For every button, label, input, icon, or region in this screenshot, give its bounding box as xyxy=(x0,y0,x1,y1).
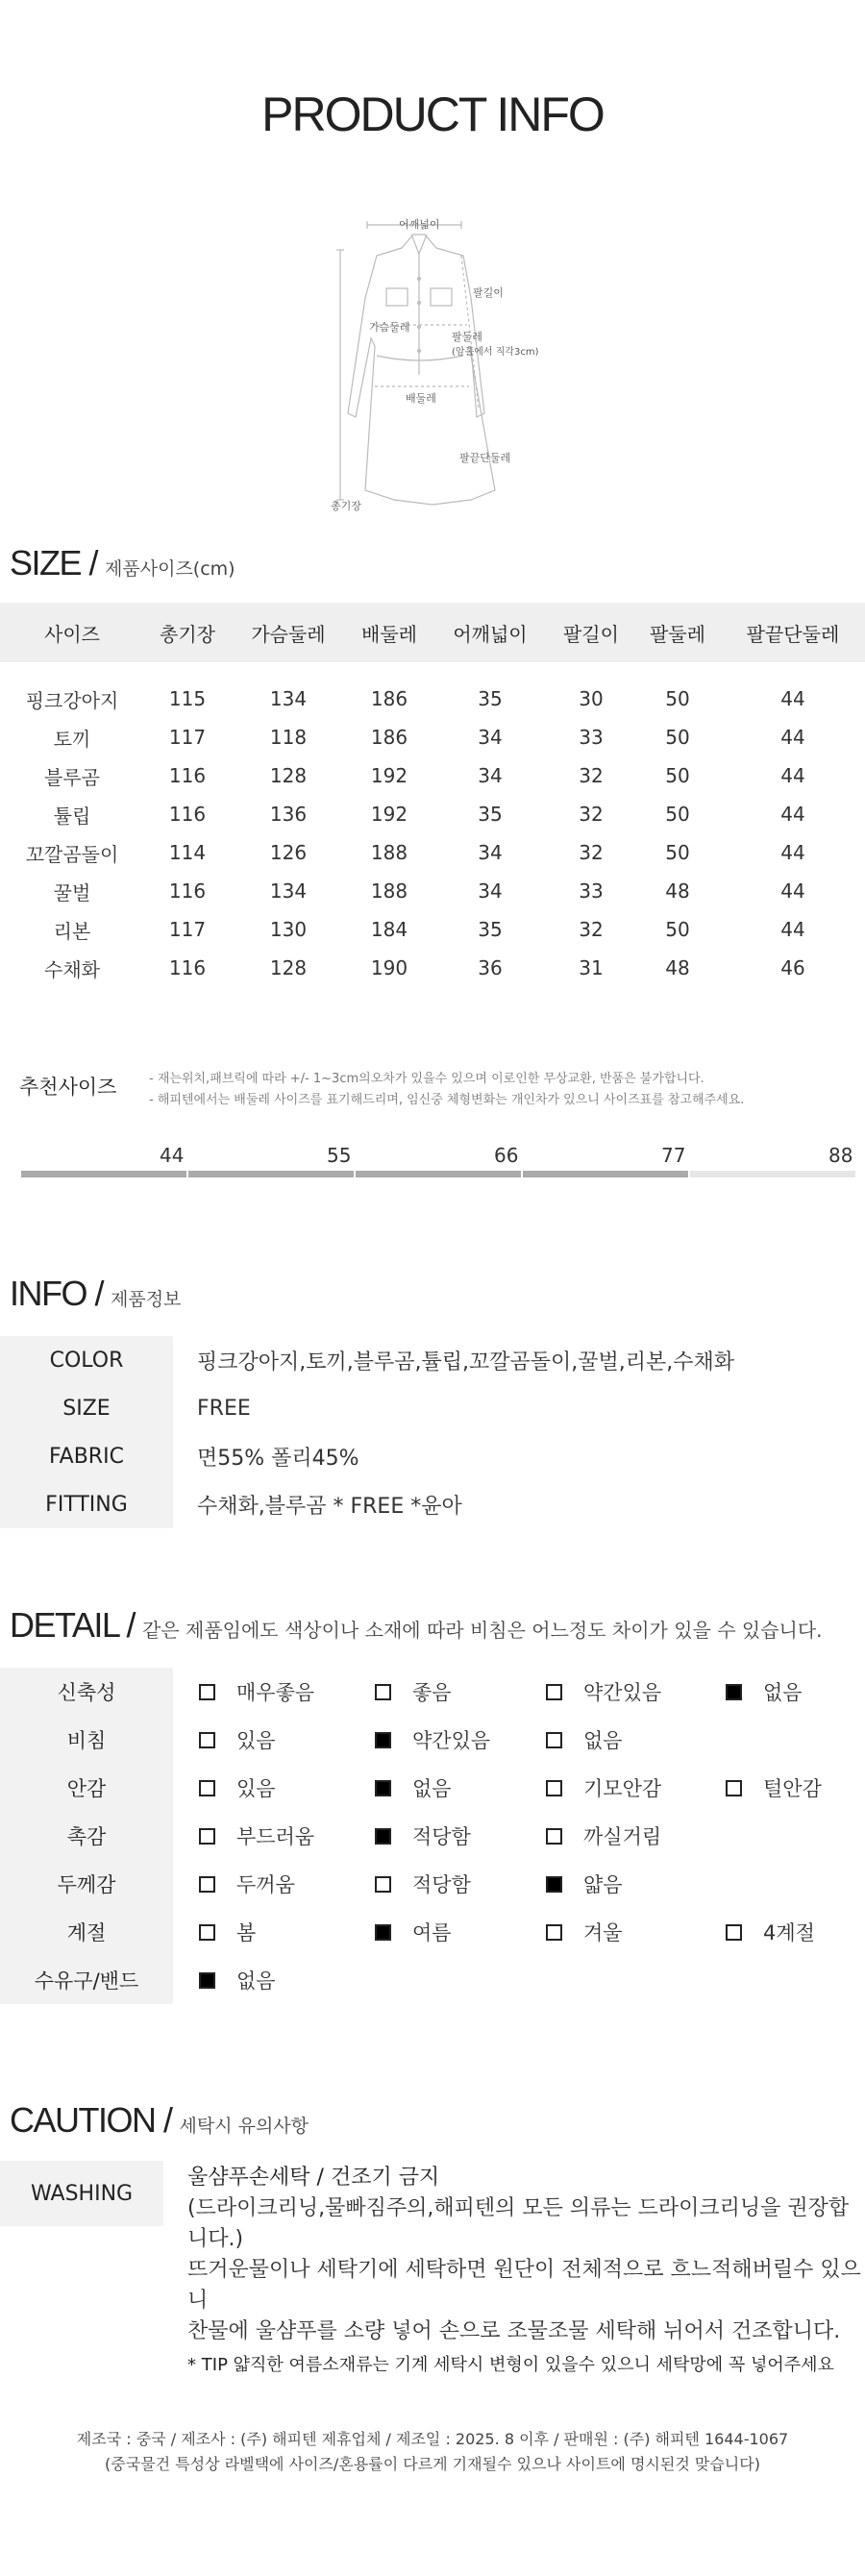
size-name-cell: 리본 xyxy=(53,919,91,943)
detail-option xyxy=(199,1677,314,1706)
detail-option-label: 까실거림 xyxy=(583,1825,662,1848)
chest-label: 가슴둘레 xyxy=(369,321,410,334)
cuff-label: 팔끝단둘레 xyxy=(459,452,511,464)
detail-option xyxy=(726,1918,815,1946)
sleeve-length-label: 팔길이 xyxy=(473,286,504,299)
detail-key: 신축성 xyxy=(0,1668,173,1716)
checked-box-icon xyxy=(199,1972,215,1989)
detail-option-label: 있음 xyxy=(236,1777,276,1800)
detail-option-label: 없음 xyxy=(583,1729,623,1752)
detail-option xyxy=(375,1773,452,1802)
size-value-cell: 44 xyxy=(780,918,805,941)
detail-option-label: 여름 xyxy=(412,1921,452,1944)
size-scale-segment xyxy=(690,1171,855,1177)
size-value-cell: 115 xyxy=(168,687,207,710)
size-value-cell: 36 xyxy=(478,956,503,979)
detail-option xyxy=(199,1773,276,1802)
empty-box-icon xyxy=(199,1876,215,1893)
detail-option xyxy=(546,1918,623,1946)
info-table xyxy=(0,1336,865,1528)
size-name-cell: 블루곰 xyxy=(44,765,100,789)
size-value-cell: 126 xyxy=(269,841,308,864)
detail-section-title: DETAIL / xyxy=(10,1605,136,1645)
size-value-cell: 48 xyxy=(665,879,690,903)
size-value-cell: 117 xyxy=(168,726,207,749)
size-table-header: 어깨넓이 xyxy=(432,603,548,662)
detail-row xyxy=(0,1812,865,1860)
detail-row xyxy=(0,1908,865,1956)
detail-option xyxy=(199,1725,276,1754)
size-scale-segment xyxy=(523,1171,688,1177)
size-value-cell: 30 xyxy=(579,687,604,710)
size-value-cell: 44 xyxy=(780,726,805,749)
info-key: SIZE xyxy=(0,1384,173,1432)
size-value-cell: 192 xyxy=(370,803,408,826)
checked-box-icon xyxy=(375,1780,391,1796)
size-value-cell: 186 xyxy=(370,687,408,710)
size-value-cell: 35 xyxy=(478,803,503,826)
size-section-subtitle: 제품사이즈(cm) xyxy=(105,558,235,580)
size-scale-label: 55 xyxy=(327,1144,352,1167)
detail-option xyxy=(546,1870,623,1898)
recommend-size-label: 추천사이즈 xyxy=(19,1076,117,1099)
size-value-cell: 34 xyxy=(478,726,503,749)
info-value: FREE xyxy=(197,1396,251,1421)
size-value-cell: 192 xyxy=(370,764,408,787)
detail-option-label: 털안감 xyxy=(763,1777,822,1800)
empty-box-icon xyxy=(199,1732,215,1748)
detail-option-label: 없음 xyxy=(412,1777,452,1800)
info-section-header xyxy=(10,1274,181,1314)
empty-box-icon xyxy=(546,1732,562,1748)
size-value-cell: 35 xyxy=(478,918,503,941)
detail-option-label: 없음 xyxy=(763,1681,803,1704)
detail-option xyxy=(375,1870,471,1898)
detail-key: 비침 xyxy=(0,1716,173,1764)
size-value-cell: 34 xyxy=(478,841,503,864)
size-name-cell: 수채화 xyxy=(44,957,100,981)
size-value-cell: 32 xyxy=(579,764,604,787)
recommend-note: - 재는위치,패브릭에 따라 +/- 1~3cm의오차가 있을수 있으며 이로인한 무상교환, 반품은 불가합니다. xyxy=(149,1072,704,1086)
size-section-title: SIZE / xyxy=(10,543,98,582)
detail-row xyxy=(0,1668,865,1716)
detail-option xyxy=(375,1821,471,1850)
empty-box-icon xyxy=(199,1828,215,1845)
detail-option xyxy=(375,1918,452,1946)
size-table-header: 사이즈 xyxy=(0,603,144,662)
size-name-cell: 토끼 xyxy=(53,727,91,751)
size-value-cell: 116 xyxy=(168,879,207,903)
size-value-cell: 186 xyxy=(370,726,408,749)
detail-option xyxy=(199,1870,295,1898)
empty-box-icon xyxy=(199,1924,215,1941)
detail-option-label: 적당함 xyxy=(412,1825,471,1848)
info-value: 면55% 폴리45% xyxy=(197,1446,359,1471)
caution-block xyxy=(0,2161,865,2380)
size-value-cell: 50 xyxy=(665,687,690,710)
detail-option xyxy=(726,1677,803,1706)
arm-circ-note: (암홀에서 직각3cm) xyxy=(452,347,539,358)
info-value: 핑크강아지,토끼,블루곰,튤립,꼬깔곰돌이,꿀벌,리본,수채화 xyxy=(197,1350,735,1375)
empty-box-icon xyxy=(375,1684,391,1700)
detail-key: 두께감 xyxy=(0,1860,173,1908)
recommend-notes xyxy=(149,1069,744,1111)
detail-option-label: 봄 xyxy=(236,1921,257,1944)
size-table-header: 팔끝단둘레 xyxy=(721,603,865,662)
detail-option-label: 부드러움 xyxy=(236,1825,315,1848)
caution-key: WASHING xyxy=(0,2161,163,2226)
size-value-cell: 114 xyxy=(168,841,207,864)
size-value-cell: 134 xyxy=(269,687,308,710)
size-table-header: 배둘레 xyxy=(346,603,432,662)
size-name-cell: 튤립 xyxy=(53,804,91,828)
size-value-cell: 184 xyxy=(370,918,408,941)
info-key: FABRIC xyxy=(0,1432,173,1480)
detail-option xyxy=(546,1773,661,1802)
empty-box-icon xyxy=(375,1876,391,1893)
caution-line: (드라이크리닝,물빠짐주의,해피텐의 모든 의류는 드라이크리닝을 권장합니다.) xyxy=(187,2196,850,2251)
size-value-cell: 128 xyxy=(269,764,308,787)
checked-box-icon xyxy=(726,1684,742,1700)
caution-headline: 울샴푸손세탁 / 건조기 금지 xyxy=(187,2166,440,2190)
size-scale-label: 66 xyxy=(494,1144,519,1167)
detail-key: 수유구/밴드 xyxy=(0,1956,173,2004)
size-value-cell: 118 xyxy=(269,726,308,749)
checked-box-icon xyxy=(375,1828,391,1845)
size-table xyxy=(0,603,865,987)
detail-row xyxy=(0,1860,865,1908)
caution-line: 뜨거운물이나 세탁기에 세탁하면 원단이 전체적으로 흐느적해버릴수 있으니 xyxy=(187,2258,861,2313)
dress-shirt-illustration xyxy=(327,211,548,519)
size-scale-label: 44 xyxy=(160,1144,185,1167)
size-value-cell: 34 xyxy=(478,879,503,903)
detail-option-label: 겨울 xyxy=(583,1921,623,1944)
size-name-cell: 핑크강아지 xyxy=(25,688,119,712)
detail-option-label: 있음 xyxy=(236,1729,276,1752)
size-section-header xyxy=(10,543,235,583)
size-value-cell: 44 xyxy=(780,879,805,903)
shoulder-label: 어깨넓이 xyxy=(399,218,440,231)
size-scale-segment xyxy=(356,1171,521,1177)
size-value-cell: 136 xyxy=(269,803,308,826)
detail-option-label: 얇음 xyxy=(583,1873,623,1896)
empty-box-icon xyxy=(726,1924,742,1941)
size-value-cell: 188 xyxy=(370,841,408,864)
recommend-note: - 해피텐에서는 배둘레 사이즈를 표기해드리며, 임신중 체형변화는 개인차가 있으니 사이즈표를 참고해주세요. xyxy=(149,1093,745,1107)
detail-key: 계절 xyxy=(0,1908,173,1956)
detail-option xyxy=(199,1821,314,1850)
size-table-row xyxy=(0,756,865,795)
detail-option-label: 약간있음 xyxy=(412,1729,491,1752)
size-value-cell: 50 xyxy=(665,803,690,826)
size-table-header: 팔둘레 xyxy=(634,603,721,662)
checked-box-icon xyxy=(375,1924,391,1941)
empty-box-icon xyxy=(546,1780,562,1796)
caution-section-header xyxy=(10,2100,309,2141)
size-scale-label: 77 xyxy=(661,1144,686,1167)
footer-line: (중국물건 특성상 라벨택에 사이즈/혼용률이 다르게 기재될수 있으나 사이트에 명시된것 맞습니다) xyxy=(105,2455,760,2473)
detail-option xyxy=(375,1725,490,1754)
size-table-row xyxy=(0,718,865,756)
size-value-cell: 128 xyxy=(269,956,308,979)
caution-section-title: CAUTION / xyxy=(10,2100,172,2140)
detail-option xyxy=(199,1918,256,1946)
size-value-cell: 130 xyxy=(269,918,308,941)
total-length-label: 총기장 xyxy=(331,500,361,512)
info-key: COLOR xyxy=(0,1336,173,1384)
size-table-row xyxy=(0,949,865,987)
detail-option xyxy=(375,1677,452,1706)
size-value-cell: 33 xyxy=(579,879,604,903)
info-row-fabric xyxy=(0,1432,865,1480)
size-table-header: 가슴둘레 xyxy=(231,603,346,662)
detail-option-label: 약간있음 xyxy=(583,1681,662,1704)
size-value-cell: 116 xyxy=(168,764,207,787)
caution-section-subtitle: 세탁시 유의사항 xyxy=(179,2116,309,2137)
detail-option-label: 기모안감 xyxy=(583,1777,662,1800)
empty-box-icon xyxy=(546,1684,562,1700)
size-value-cell: 50 xyxy=(665,841,690,864)
empty-box-icon xyxy=(546,1924,562,1941)
size-value-cell: 46 xyxy=(780,956,805,979)
detail-option-label: 두꺼움 xyxy=(236,1873,295,1896)
size-scale xyxy=(21,1144,857,1173)
size-table-row xyxy=(0,910,865,949)
size-value-cell: 50 xyxy=(665,726,690,749)
empty-box-icon xyxy=(199,1780,215,1796)
detail-section-header xyxy=(10,1605,823,1646)
detail-option-label: 매우좋음 xyxy=(236,1681,315,1704)
info-key: FITTING xyxy=(0,1480,173,1528)
detail-key: 안감 xyxy=(0,1764,173,1812)
size-value-cell: 116 xyxy=(168,956,207,979)
waist-label: 배둘레 xyxy=(406,392,436,405)
info-row-color xyxy=(0,1336,865,1384)
size-name-cell: 꿀벌 xyxy=(53,880,91,904)
size-value-cell: 33 xyxy=(579,726,604,749)
empty-box-icon xyxy=(726,1780,742,1796)
size-value-cell: 117 xyxy=(168,918,207,941)
size-value-cell: 32 xyxy=(579,841,604,864)
detail-row xyxy=(0,1956,865,2004)
info-section-subtitle: 제품정보 xyxy=(111,1289,182,1310)
empty-box-icon xyxy=(546,1828,562,1845)
size-value-cell: 48 xyxy=(665,956,690,979)
footer-line: 제조국 : 중국 / 제조사 : (주) 해피텐 제휴업체 / 제조일 : 2025. 8 이후 / 판매원 : (주) 해피텐 1644-1067 xyxy=(76,2430,789,2448)
detail-option-label: 4계절 xyxy=(763,1921,815,1944)
info-row-fitting xyxy=(0,1480,865,1528)
size-table-row xyxy=(0,872,865,910)
detail-option-label: 좋음 xyxy=(412,1681,452,1704)
detail-row xyxy=(0,1764,865,1812)
size-value-cell: 44 xyxy=(780,764,805,787)
size-scale-label: 88 xyxy=(828,1144,853,1167)
footer xyxy=(0,2427,865,2477)
size-value-cell: 44 xyxy=(780,803,805,826)
caution-tip: * TIP 얇직한 여름소재류는 기계 세탁시 변형이 있을수 있으니 세탁망에 꼭 넣어주세요 xyxy=(187,2355,834,2375)
size-value-cell: 188 xyxy=(370,879,408,903)
size-table-row xyxy=(0,833,865,872)
caution-text xyxy=(163,2161,865,2380)
detail-option xyxy=(546,1725,623,1754)
page-title: PRODUCT INFO xyxy=(261,87,604,141)
detail-option-label: 없음 xyxy=(236,1969,276,1993)
detail-option-label: 적당함 xyxy=(412,1873,471,1896)
info-row-size xyxy=(0,1384,865,1432)
detail-table xyxy=(0,1668,865,2004)
size-table-row xyxy=(0,795,865,833)
info-value: 수채화,블루곰 * FREE *윤아 xyxy=(197,1494,462,1519)
detail-key: 촉감 xyxy=(0,1812,173,1860)
arm-circ-label: 팔둘레 xyxy=(452,331,482,343)
size-name-cell: 꼬깔곰돌이 xyxy=(25,842,119,866)
detail-section-subtitle: 같은 제품임에도 색상이나 소재에 따라 비침은 어느정도 차이가 있을 수 있습니다. xyxy=(142,1619,823,1642)
size-value-cell: 50 xyxy=(665,764,690,787)
checked-box-icon xyxy=(375,1732,391,1748)
info-section-title: INFO / xyxy=(10,1274,103,1313)
size-value-cell: 44 xyxy=(780,687,805,710)
size-scale-segment xyxy=(188,1171,354,1177)
size-value-cell: 44 xyxy=(780,841,805,864)
size-table-header: 총기장 xyxy=(144,603,231,662)
detail-option xyxy=(546,1821,661,1850)
checked-box-icon xyxy=(546,1876,562,1893)
size-value-cell: 116 xyxy=(168,803,207,826)
size-value-cell: 34 xyxy=(478,764,503,787)
garment-measure-illustration xyxy=(327,211,548,519)
size-value-cell: 32 xyxy=(579,918,604,941)
detail-row xyxy=(0,1716,865,1764)
size-value-cell: 190 xyxy=(370,956,408,979)
empty-box-icon xyxy=(199,1684,215,1700)
detail-option xyxy=(199,1966,276,1994)
size-table-row xyxy=(0,662,865,718)
size-table-header: 팔길이 xyxy=(548,603,634,662)
size-value-cell: 35 xyxy=(478,687,503,710)
size-value-cell: 32 xyxy=(579,803,604,826)
size-scale-segment xyxy=(21,1171,186,1177)
size-value-cell: 31 xyxy=(579,956,604,979)
size-value-cell: 50 xyxy=(665,918,690,941)
caution-line: 찬물에 울샴푸를 소량 넣어 손으로 조물조물 세탁해 뉘어서 건조합니다. xyxy=(187,2319,841,2343)
detail-option xyxy=(726,1773,822,1802)
detail-option xyxy=(546,1677,661,1706)
size-table-header-row xyxy=(0,603,865,662)
size-value-cell: 134 xyxy=(269,879,308,903)
